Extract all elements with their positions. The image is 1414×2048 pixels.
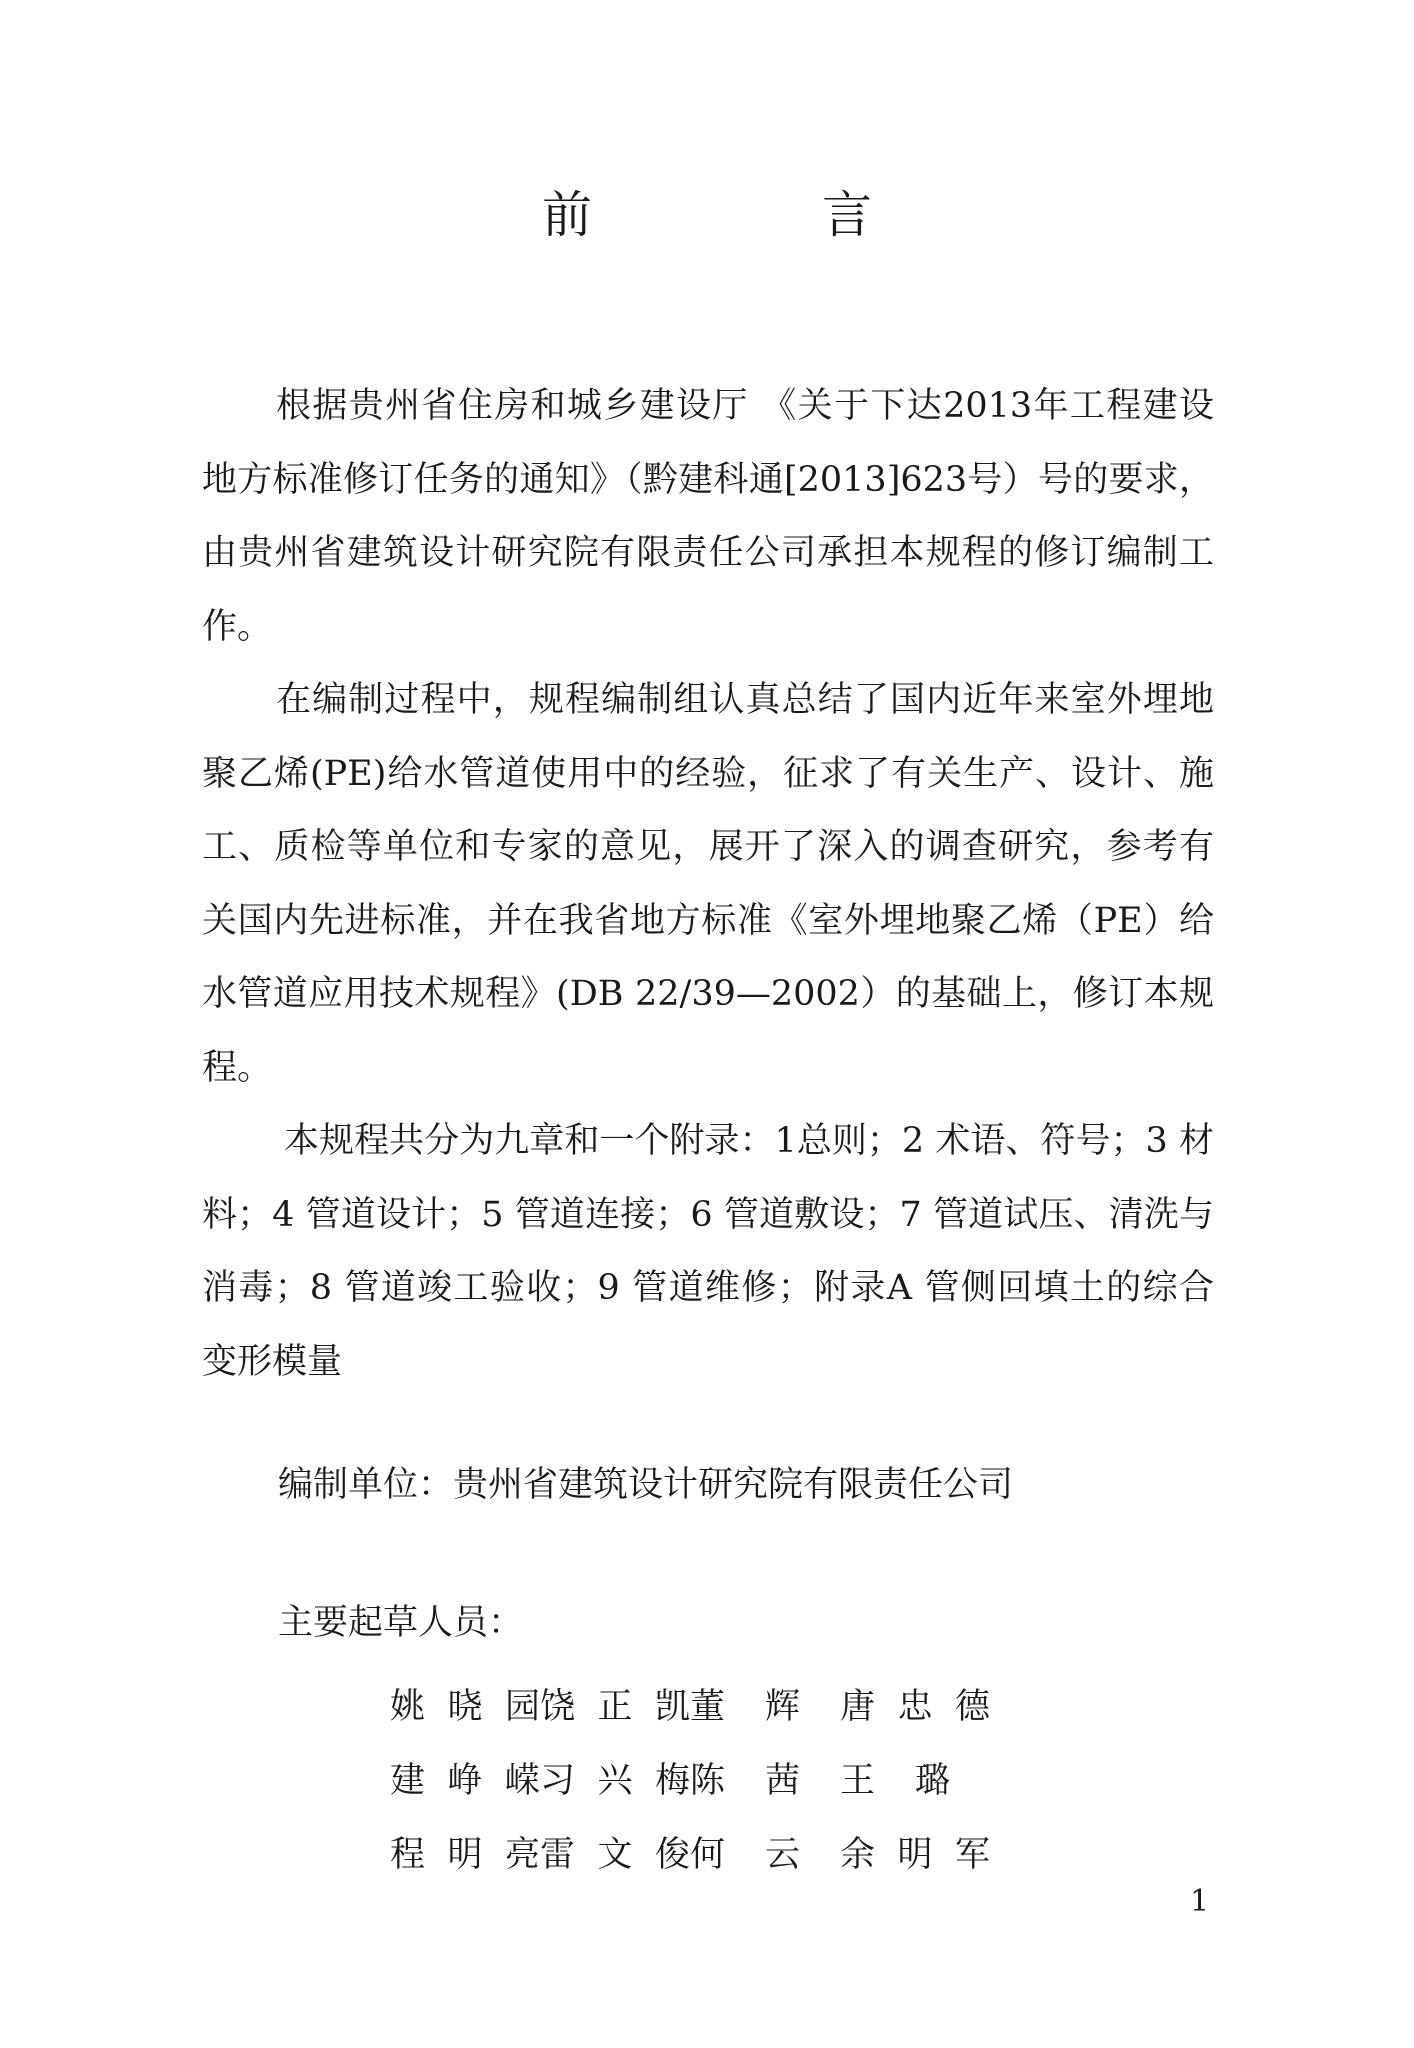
drafter-name: 饶 正 凯 [540,1687,690,1727]
foreword-body [202,370,1214,1399]
page-title: 前 言 [542,186,962,244]
drafters-list [390,1670,990,1892]
drafter-name: 王 璐 [840,1761,950,1801]
drafters-heading: 主要起草人员： [278,1603,524,1643]
drafter-name: 程 明 亮 [390,1835,540,1875]
drafter-row [390,1670,990,1744]
drafter-name: 唐 忠 德 [840,1687,990,1727]
paragraph-mandate: 根据贵州省住房和城乡建设厅 《关于下达2013年工程建设地方标准修订任务的通知》（黔建科通[2013]623号）号的要求，由贵州省建筑设计研究院有限责任公司承担本规程的修订编制工作。 [202,386,1214,647]
drafter-row [390,1744,990,1818]
drafter-name: 姚 晓 园 [390,1687,540,1727]
drafting-organization: 编制单位：贵州省建筑设计研究院有限责任公司 [278,1465,1014,1505]
drafter-name: 建 峥 嵘 [390,1761,540,1801]
paragraph-process: 在编制过程中，规程编制组认真总结了国内近年来室外埋地聚乙烯(PE)给水管道使用中的经验，征求了有关生产、设计、施工、质检等单位和专家的意见，展开了深入的调查研究，参考有关国内先进标准，并在我省地方标准《室外埋地聚乙烯（PE）给水管道应用技术规程》(DB 22/39—2002）的基础上，修订本规程。 [202,680,1214,1088]
paragraph-contents: 本规程共分为九章和一个附录：1总则；2 术语、符号；3 材料；4 管道设计；5 管道连接；6 管道敷设；7 管道试压、清洗与消毒；8 管道竣工验收；9 管道维修；附录A 管侧回填土的综合变形模量 [202,1121,1214,1382]
drafter-name: 雷 文 俊 [540,1835,690,1875]
drafter-name: 陈 茜 [690,1761,800,1801]
page-number: 1 [1190,1884,1210,1919]
drafter-name: 余 明 军 [840,1835,990,1875]
drafter-row [390,1818,990,1892]
drafter-name: 习 兴 梅 [540,1761,690,1801]
drafter-name: 何 云 [690,1835,800,1875]
drafter-name: 董 辉 [690,1687,800,1727]
